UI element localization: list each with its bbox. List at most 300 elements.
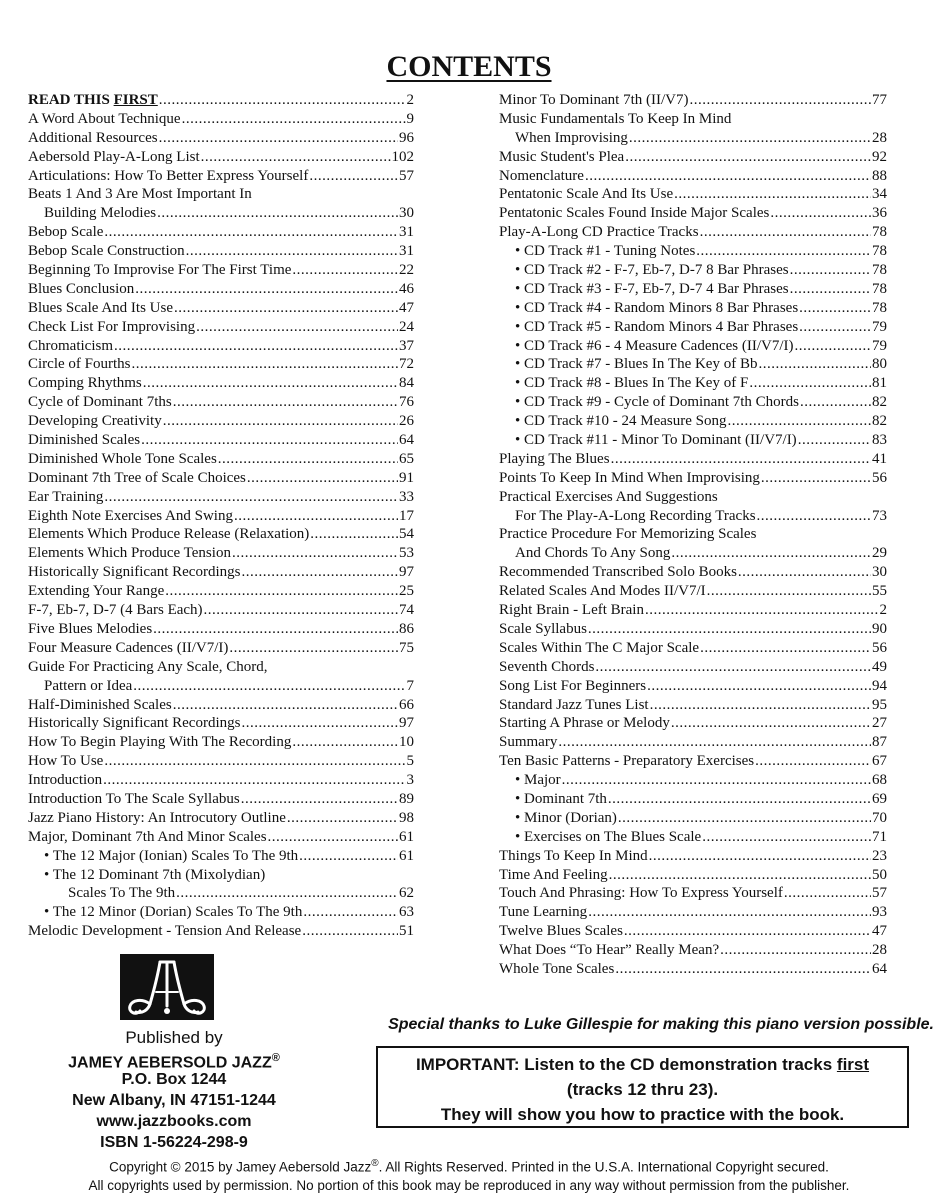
toc-entry <box>28 299 414 318</box>
toc-entry <box>499 809 887 828</box>
toc-entry <box>499 148 887 167</box>
toc-entry-title: Developing Creativity <box>28 413 162 430</box>
dot-leader <box>800 393 871 412</box>
toc-page-number: 64 <box>872 960 887 977</box>
toc-entry <box>28 204 414 223</box>
dot-leader <box>645 601 879 620</box>
toc-entry <box>28 129 414 148</box>
toc-entry-title: • Minor (Dorian) <box>515 809 617 826</box>
toc-entry-title: • CD Track #10 - 24 Measure Song <box>515 413 727 430</box>
toc-page-number: 71 <box>872 828 887 845</box>
toc-entry-title: Four Measure Cadences (II/V7/I) <box>28 639 229 656</box>
toc-page-number: 56 <box>872 469 887 486</box>
dot-leader <box>104 223 398 242</box>
toc-page-number: 64 <box>399 432 414 449</box>
toc-entry-title: Elements Which Produce Tension <box>28 545 231 562</box>
toc-page-number: 28 <box>872 942 887 959</box>
dot-leader <box>755 752 871 771</box>
dot-leader <box>292 733 398 752</box>
toc-page-number: 70 <box>872 809 887 826</box>
toc-entry-title: Ear Training <box>28 488 104 505</box>
toc-entry-title: Ten Basic Patterns - Preparatory Exercises <box>499 753 755 770</box>
toc-entry <box>28 847 414 866</box>
toc-entry-title: • CD Track #5 - Random Minors 4 Bar Phrases <box>515 318 799 335</box>
dot-leader <box>757 507 871 526</box>
toc-entry <box>28 544 414 563</box>
toc-entry-title: Pentatonic Scales Found Inside Major Scales <box>499 205 770 222</box>
dot-leader <box>143 374 398 393</box>
publisher-name: JAMEY AEBERSOLD JAZZ® <box>68 1052 280 1072</box>
toc-entry-title: Song List For Beginners <box>499 677 647 694</box>
toc-entry-title: • The 12 Minor (Dorian) Scales To The 9th <box>44 904 303 921</box>
toc-entry <box>499 91 887 110</box>
toc-page-number: 61 <box>399 828 414 845</box>
toc-entry <box>499 261 887 280</box>
dot-leader <box>232 544 398 563</box>
toc-entry <box>28 733 414 752</box>
toc-page-number: 30 <box>399 205 414 222</box>
toc-entry <box>28 620 414 639</box>
toc-entry <box>499 677 887 696</box>
dot-leader <box>174 299 398 318</box>
dot-leader <box>241 790 398 809</box>
toc-entry <box>28 185 414 204</box>
dot-leader <box>702 828 871 847</box>
dot-leader <box>625 148 871 167</box>
toc-entry <box>499 185 887 204</box>
toc-page-number: 63 <box>399 904 414 921</box>
dot-leader <box>182 110 406 129</box>
toc-entry <box>28 771 414 790</box>
toc-entry-title: Bebop Scale <box>28 224 104 241</box>
toc-entry-title: Twelve Blues Scales <box>499 923 623 940</box>
toc-page-number: 25 <box>399 583 414 600</box>
toc-entry-title: Elements Which Produce Release (Relaxation) <box>28 526 310 543</box>
toc-entry <box>499 223 887 242</box>
dot-leader <box>618 809 871 828</box>
toc-entry <box>499 469 887 488</box>
toc-entry <box>499 393 887 412</box>
dot-leader <box>671 714 871 733</box>
toc-entry-title: Chromaticism <box>28 337 113 354</box>
dot-leader <box>159 129 398 148</box>
toc-entry <box>28 337 414 356</box>
toc-page-number: 24 <box>399 318 414 335</box>
toc-page-number: 78 <box>872 262 887 279</box>
toc-entry <box>499 299 887 318</box>
toc-page-number: 54 <box>399 526 414 543</box>
toc-entry <box>499 903 887 922</box>
toc-entry-title: Circle of Fourths <box>28 356 131 373</box>
toc-page-number: 79 <box>872 318 887 335</box>
toc-entry-title: Things To Keep In Mind <box>499 847 648 864</box>
toc-entry <box>28 525 414 544</box>
toc-entry <box>499 696 887 715</box>
dot-leader <box>234 507 398 526</box>
jamey-aebersold-logo-icon <box>120 954 214 1020</box>
toc-page-number: 57 <box>399 167 414 184</box>
toc-page-number: 57 <box>872 885 887 902</box>
dot-leader <box>132 355 399 374</box>
toc-entry <box>28 828 414 847</box>
dot-leader <box>186 242 398 261</box>
toc-entry-title: Blues Scale And Its Use <box>28 299 173 316</box>
toc-entry-title: Touch And Phrasing: How To Express Yourself <box>499 885 783 902</box>
toc-page-number: 80 <box>872 356 887 373</box>
toc-entry-title: Cycle of Dominant 7ths <box>28 394 172 411</box>
toc-entry-title: Articulations: How To Better Express Yourself <box>28 167 309 184</box>
toc-page-number: 10 <box>399 734 414 751</box>
toc-entry <box>28 393 414 412</box>
dot-leader <box>204 601 398 620</box>
toc-entry <box>499 658 887 677</box>
dot-leader <box>299 847 398 866</box>
toc-entry-title: Extending Your Range <box>28 583 165 600</box>
toc-page-number: 72 <box>399 356 414 373</box>
toc-entry-title: Playing The Blues <box>499 450 610 467</box>
toc-entry-title: Right Brain - Left Brain <box>499 602 644 619</box>
dot-leader <box>292 261 398 280</box>
dot-leader <box>287 809 398 828</box>
toc-entry <box>28 903 414 922</box>
dot-leader <box>690 91 872 110</box>
dot-leader <box>268 828 398 847</box>
toc-right-column <box>499 91 887 979</box>
published-by-label: Published by <box>125 1028 223 1047</box>
toc-page-number: 46 <box>399 280 414 297</box>
toc-entry <box>499 922 887 941</box>
toc-page-number: 28 <box>872 129 887 146</box>
toc-entry-title: Building Melodies <box>44 205 157 222</box>
dot-leader <box>309 167 398 186</box>
toc-entry <box>499 280 887 299</box>
copyright-line-2: All copyrights used by permission. No portion of this book may be reproduced in any way without permission from the publisher. <box>88 1178 850 1193</box>
dot-leader <box>585 167 871 186</box>
toc-entry <box>499 601 887 620</box>
toc-page-number: 77 <box>872 92 887 108</box>
toc-page-number: 81 <box>872 375 887 392</box>
toc-entry <box>499 412 887 431</box>
toc-entry <box>28 601 414 620</box>
toc-page-number: 50 <box>872 866 887 883</box>
toc-entry-title: And Chords To Any Song <box>515 545 671 562</box>
toc-entry-title: Summary <box>499 734 558 751</box>
copyright-line-1: Copyright © 2015 by Jamey Aebersold Jazz®. All Rights Reserved. Printed in the U.S.A. International Copyright secured. <box>109 1158 829 1175</box>
dot-leader <box>133 677 405 696</box>
toc-entry <box>28 752 414 771</box>
dot-leader <box>784 884 871 903</box>
toc-page-number: 2 <box>406 92 414 108</box>
toc-entry <box>499 525 887 544</box>
toc-page-number: 37 <box>399 337 414 354</box>
toc-entry-title: Pentatonic Scale And Its Use <box>499 186 674 203</box>
dot-leader <box>795 337 871 356</box>
toc-entry-title: Melodic Development - Tension And Release <box>28 923 302 940</box>
toc-page-number: 31 <box>399 224 414 241</box>
dot-leader <box>770 204 871 223</box>
dot-leader <box>104 752 405 771</box>
toc-page-number: 22 <box>399 262 414 279</box>
toc-entry-title: Practice Procedure For Memorizing Scales <box>499 526 757 543</box>
toc-page-number: 74 <box>399 602 414 619</box>
dot-leader <box>761 469 871 488</box>
toc-entry-title: What Does “To Hear” Really Mean? <box>499 942 720 959</box>
toc-page-number: 76 <box>399 394 414 411</box>
dot-leader <box>758 355 871 374</box>
toc-entry-title: Historically Significant Recordings <box>28 564 241 581</box>
dot-leader <box>649 847 871 866</box>
dot-leader <box>738 563 871 582</box>
toc-entry <box>499 620 887 639</box>
toc-entry-title: Starting A Phrase or Melody <box>499 715 670 732</box>
publisher-block <box>24 1027 324 1153</box>
toc-entry <box>499 752 887 771</box>
toc-entry <box>28 242 414 261</box>
toc-entry <box>28 280 414 299</box>
toc-page-number: 41 <box>872 450 887 467</box>
toc-entry <box>28 714 414 733</box>
toc-page-number: 88 <box>872 167 887 184</box>
dot-leader <box>650 696 871 715</box>
toc-entry <box>28 450 414 469</box>
dot-leader <box>201 148 391 167</box>
toc-page-number: 94 <box>872 677 887 694</box>
toc-entry <box>28 469 414 488</box>
toc-entry <box>499 129 887 148</box>
toc-entry-title: Related Scales And Modes II/V7/I <box>499 583 706 600</box>
toc-entry-title: • CD Track #11 - Minor To Dominant (II/V7/I) <box>515 432 797 449</box>
toc-entry-title: • CD Track #3 - F-7, Eb-7, D-7 4 Bar Phrases <box>515 280 789 297</box>
dot-leader <box>671 544 871 563</box>
toc-entry-title: Diminished Whole Tone Scales <box>28 450 217 467</box>
toc-entry <box>499 431 887 450</box>
toc-entry <box>28 696 414 715</box>
dot-leader <box>103 771 405 790</box>
toc-entry <box>28 639 414 658</box>
toc-page-number: 5 <box>406 753 414 770</box>
dot-leader <box>247 469 398 488</box>
toc-page-number: 75 <box>399 639 414 656</box>
toc-entry-title: Time And Feeling <box>499 866 608 883</box>
dot-leader <box>700 639 871 658</box>
dot-leader <box>647 677 871 696</box>
dot-leader <box>588 620 871 639</box>
dot-leader <box>241 563 398 582</box>
toc-entry-title: Introduction <box>28 772 103 789</box>
toc-page-number: 31 <box>399 243 414 260</box>
toc-entry <box>28 261 414 280</box>
toc-entry <box>499 488 887 507</box>
toc-page-number: 83 <box>872 432 887 449</box>
toc-entry <box>499 374 887 393</box>
toc-entry <box>28 318 414 337</box>
dot-leader <box>176 884 398 903</box>
toc-left-column <box>28 91 414 941</box>
toc-page-number: 67 <box>872 753 887 770</box>
toc-page-number: 98 <box>399 809 414 826</box>
toc-entry <box>28 809 414 828</box>
toc-entry <box>28 167 414 186</box>
dot-leader <box>615 960 871 979</box>
toc-entry <box>28 658 414 677</box>
publisher-city: New Albany, IN 47151-1244 <box>72 1092 276 1109</box>
toc-page-number: 17 <box>399 507 414 524</box>
toc-page-number: 82 <box>872 413 887 430</box>
toc-entry-title: Bebop Scale Construction <box>28 243 185 260</box>
toc-page-number: 29 <box>872 545 887 562</box>
toc-entry <box>28 110 414 129</box>
toc-entry-title: • Dominant 7th <box>515 790 607 807</box>
dot-leader <box>141 431 398 450</box>
dot-leader <box>218 450 398 469</box>
dot-leader <box>624 922 871 941</box>
toc-page-number: 33 <box>399 488 414 505</box>
toc-entry-title: • CD Track #7 - Blues In The Key of Bb <box>515 356 758 373</box>
toc-entry-title: Minor To Dominant 7th (II/V7) <box>499 92 689 108</box>
toc-entry <box>28 922 414 941</box>
toc-entry-title: How To Begin Playing With The Recording <box>28 734 292 751</box>
toc-entry <box>499 582 887 601</box>
dot-leader <box>229 639 398 658</box>
toc-entry <box>499 941 887 960</box>
toc-entry-title: Practical Exercises And Suggestions <box>499 488 718 505</box>
toc-page-number: 78 <box>872 224 887 241</box>
toc-page-number: 90 <box>872 620 887 637</box>
toc-entry-title: Nomenclature <box>499 167 584 184</box>
toc-page-number: 26 <box>399 413 414 430</box>
toc-entry <box>499 242 887 261</box>
isbn-number: ISBN 1-56224-298-9 <box>100 1134 248 1151</box>
toc-entry-title: Half-Diminished Scales <box>28 696 172 713</box>
dot-leader <box>611 450 871 469</box>
toc-page-number: 78 <box>872 280 887 297</box>
dot-leader <box>700 223 871 242</box>
toc-page-number: 51 <box>399 923 414 940</box>
toc-entry <box>28 148 414 167</box>
toc-page-number: 53 <box>399 545 414 562</box>
important-line-2: (tracks 12 thru 23). <box>566 1080 719 1099</box>
toc-page-number: 69 <box>872 790 887 807</box>
page-title: CONTENTS <box>386 50 552 83</box>
toc-entry <box>499 337 887 356</box>
dot-leader <box>163 412 398 431</box>
toc-entry <box>28 223 414 242</box>
toc-entry-title: Jazz Piano History: An Introcutory Outline <box>28 809 286 826</box>
toc-page-number: 49 <box>872 658 887 675</box>
dot-leader <box>595 658 871 677</box>
toc-entry <box>28 866 414 885</box>
dot-leader <box>173 393 398 412</box>
toc-page-number: 97 <box>399 564 414 581</box>
dot-leader <box>303 903 398 922</box>
dot-leader <box>798 431 871 450</box>
toc-entry-title: Recommended Transcribed Solo Books <box>499 564 737 581</box>
important-notice-box <box>376 1046 909 1128</box>
toc-page-number: 7 <box>406 677 414 694</box>
toc-entry-title: Aebersold Play-A-Long List <box>28 148 200 165</box>
dot-leader <box>749 374 871 393</box>
dot-leader <box>114 337 398 356</box>
toc-entry <box>28 91 414 110</box>
dot-leader <box>790 261 871 280</box>
toc-page-number: 65 <box>399 450 414 467</box>
toc-entry <box>499 866 887 885</box>
toc-entry-title: Guide For Practicing Any Scale, Chord, <box>28 658 268 675</box>
toc-page-number: 55 <box>872 583 887 600</box>
toc-entry-title: How To Use <box>28 753 104 770</box>
toc-page-number: 47 <box>399 299 414 316</box>
toc-page-number: 86 <box>399 620 414 637</box>
dot-leader <box>629 129 871 148</box>
toc-page-number: 73 <box>872 507 887 524</box>
dot-leader <box>799 318 871 337</box>
toc-entry-title: Diminished Scales <box>28 432 141 449</box>
toc-entry-title: • CD Track #6 - 4 Measure Cadences (II/V7/I) <box>515 337 794 354</box>
toc-entry <box>499 167 887 186</box>
toc-entry <box>28 507 414 526</box>
dot-leader <box>173 696 398 715</box>
important-line-1: IMPORTANT: Listen to the CD demonstration tracks first <box>415 1055 870 1074</box>
toc-page-number: 89 <box>399 790 414 807</box>
toc-entry-title: Beginning To Improvise For The First Time <box>28 262 292 279</box>
toc-entry-title: Historically Significant Recordings <box>28 715 241 732</box>
toc-entry <box>499 847 887 866</box>
toc-page-number: 78 <box>872 299 887 316</box>
toc-page-number: 96 <box>399 129 414 146</box>
toc-entry <box>499 318 887 337</box>
publisher-website: www.jazzbooks.com <box>96 1113 252 1130</box>
toc-entry <box>28 582 414 601</box>
toc-entry <box>499 204 887 223</box>
important-line-3: They will show you how to practice with the book. <box>440 1105 845 1124</box>
dot-leader <box>696 242 871 261</box>
toc-entry <box>499 884 887 903</box>
toc-entry-title: Points To Keep In Mind When Improvising <box>499 469 760 486</box>
toc-page-number: 102 <box>391 148 414 165</box>
toc-entry-title: • CD Track #1 - Tuning Notes <box>515 243 696 260</box>
toc-page-number: 36 <box>872 205 887 222</box>
dot-leader <box>157 204 398 223</box>
toc-page-number: 68 <box>872 772 887 789</box>
dot-leader <box>707 582 871 601</box>
toc-page-number: 78 <box>872 243 887 260</box>
toc-entry-title: F-7, Eb-7, D-7 (4 Bars Each) <box>28 602 203 619</box>
toc-entry-title: Whole Tone Scales <box>499 960 615 977</box>
dot-leader <box>790 280 871 299</box>
toc-entry <box>499 771 887 790</box>
toc-page-number: 66 <box>399 696 414 713</box>
dot-leader <box>196 318 398 337</box>
toc-page-number: 82 <box>872 394 887 411</box>
toc-page-number: 87 <box>872 734 887 751</box>
toc-entry <box>499 790 887 809</box>
toc-page-number: 95 <box>872 696 887 713</box>
toc-entry-title: Play-A-Long CD Practice Tracks <box>499 224 699 241</box>
dot-leader <box>588 903 871 922</box>
dot-leader <box>799 299 871 318</box>
toc-entry-title: • The 12 Dominant 7th (Mixolydian) <box>44 866 266 883</box>
dot-leader <box>165 582 398 601</box>
toc-entry-title: A Word About Technique <box>28 110 181 127</box>
toc-page-number: 93 <box>872 904 887 921</box>
toc-entry <box>499 639 887 658</box>
toc-entry <box>28 488 414 507</box>
toc-page-number: 9 <box>406 110 414 127</box>
dot-leader <box>608 790 871 809</box>
toc-entry <box>28 563 414 582</box>
toc-entry-title: Beats 1 And 3 Are Most Important In <box>28 186 252 203</box>
toc-entry <box>28 355 414 374</box>
